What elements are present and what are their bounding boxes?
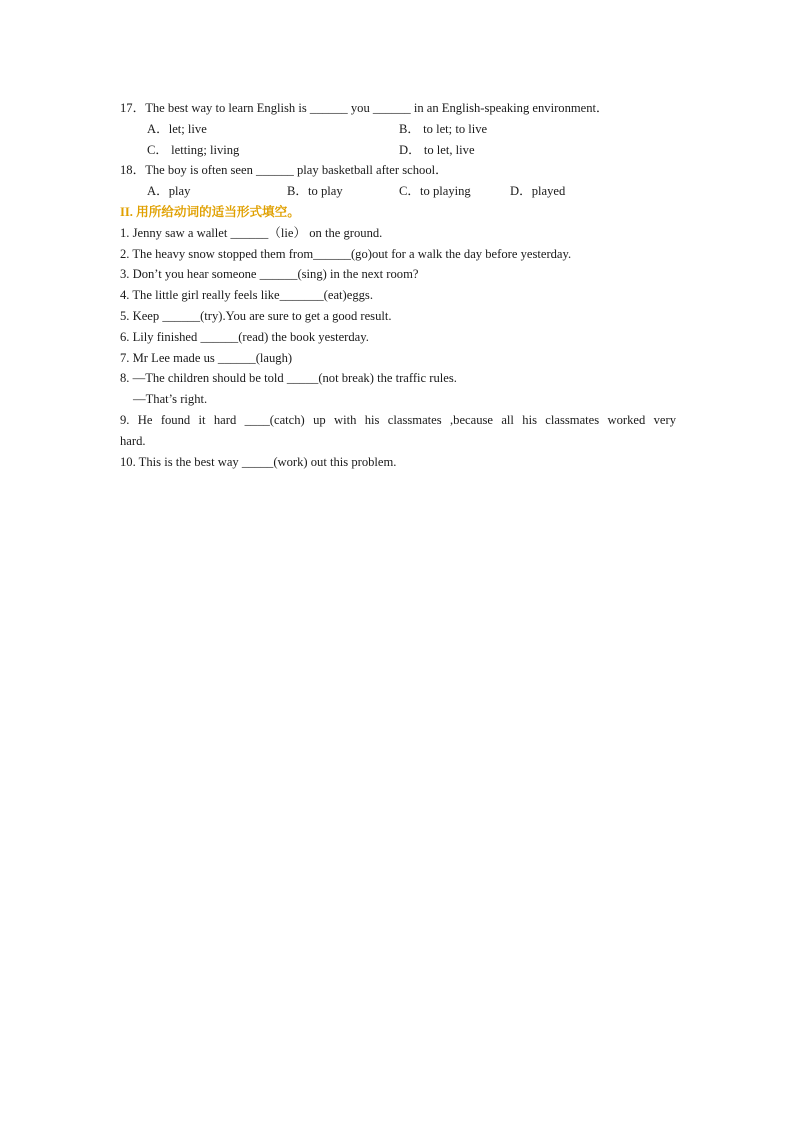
fill-item-2: 2. The heavy snow stopped them from______(go)out for a walk the day before yesterday. <box>120 246 572 261</box>
fill-item-8-question: 8. —The children should be told _____(not break) the traffic rules. <box>120 371 457 386</box>
question-18-option-c: C．to playing <box>399 184 471 199</box>
section-2-title: II. 用所给动词的适当形式填空。 <box>120 204 300 219</box>
question-17-option-b: B． to let; to live <box>399 121 488 136</box>
fill-item-5: 5. Keep ______(try).You are sure to get a good result. <box>120 308 392 323</box>
question-18-stem: 18．The boy is often seen ______ play basketball after school． <box>120 163 448 178</box>
question-17-option-c: C． letting; living <box>147 142 240 157</box>
question-17-options <box>120 119 676 140</box>
fill-item-3: 3. Don’t you hear someone ______(sing) in the next room? <box>120 267 419 282</box>
fill-item-9-line2: hard. <box>120 433 146 448</box>
fill-item-10: 10. This is the best way _____(work) out this problem. <box>120 454 397 469</box>
fill-item-6: 6. Lily finished ______(read) the book yesterday. <box>120 329 369 344</box>
question-18-options <box>120 181 676 202</box>
question-17-option-a: A．let; live <box>147 121 207 136</box>
question-17-options-row2 <box>120 140 676 161</box>
question-18-option-a: A．play <box>147 184 191 199</box>
question-17-stem: 17．The best way to learn English is ______ you ______ in an English-speaking environment． <box>120 101 609 115</box>
question-18-option-d: D．played <box>510 184 566 199</box>
fill-item-8-answer: —That’s right. <box>133 392 208 407</box>
fill-item-1: 1. Jenny saw a wallet ______（lie） on the ground. <box>120 225 383 240</box>
fill-item-4: 4. The little girl really feels like_______(eat)eggs. <box>120 288 373 303</box>
fill-item-7: 7. Mr Lee made us ______(laugh) <box>120 350 293 365</box>
question-18-option-b: B．to play <box>287 184 343 199</box>
question-17-option-d: D． to let, live <box>399 142 475 157</box>
worksheet-page <box>120 98 676 472</box>
fill-item-9-line1: 9. He found it hard ____(catch) up with his classmates ,because all his classmates worked very <box>120 412 676 427</box>
